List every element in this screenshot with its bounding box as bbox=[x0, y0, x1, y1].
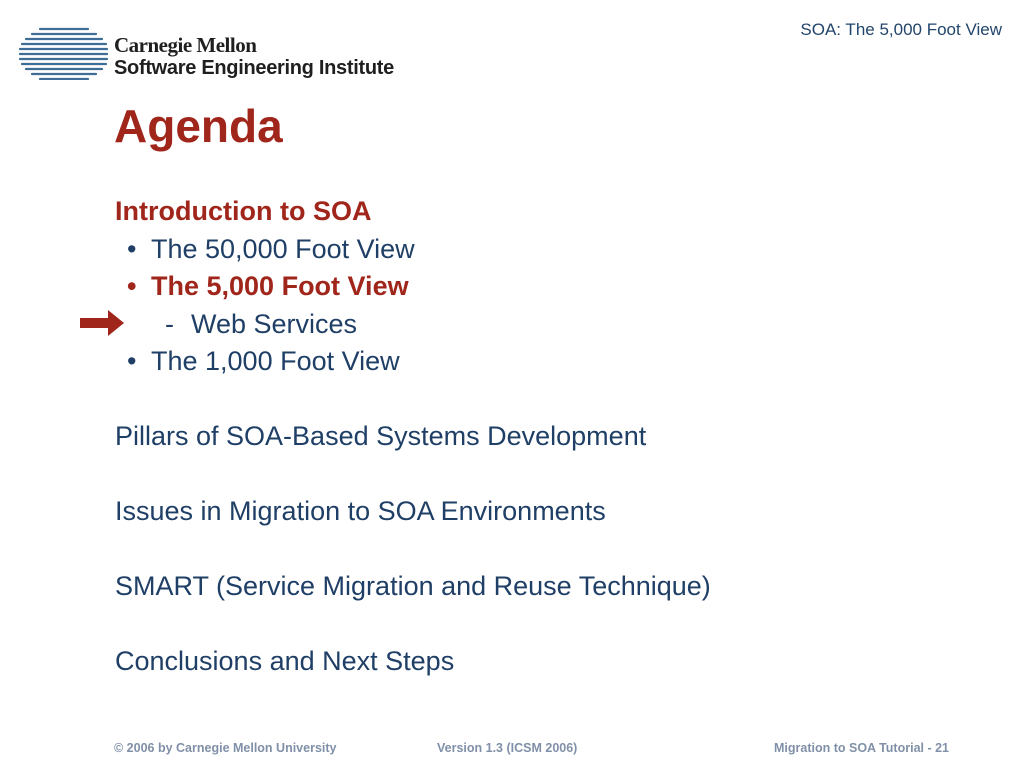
bullet-icon: • bbox=[127, 346, 137, 376]
page-title: Agenda bbox=[114, 100, 283, 152]
agenda-bullet-label: The 50,000 Foot View bbox=[151, 233, 415, 264]
sei-logo bbox=[18, 22, 418, 84]
logo-institute-name: Software Engineering Institute bbox=[114, 57, 394, 79]
agenda-sub-bullet bbox=[115, 306, 995, 344]
footer-version: Version 1.3 (ICSM 2006) bbox=[437, 741, 578, 755]
agenda-bullet bbox=[115, 231, 995, 269]
logo-university-name: Carnegie Mellon bbox=[114, 33, 257, 57]
dash-icon: - bbox=[165, 308, 174, 339]
spacer bbox=[115, 456, 995, 494]
sei-logo-icon bbox=[18, 26, 108, 80]
bullet-icon: • bbox=[127, 233, 137, 264]
slide-header-title: SOA: The 5,000 Foot View bbox=[800, 20, 1002, 39]
agenda-item: Issues in Migration to SOA Environments bbox=[115, 496, 606, 526]
spacer bbox=[115, 531, 995, 569]
agenda-bullet-label: The 1,000 Foot View bbox=[151, 346, 400, 376]
agenda-sub-bullet-label: Web Services bbox=[191, 308, 358, 339]
footer-copyright: © 2006 by Carnegie Mellon University bbox=[114, 741, 337, 755]
footer-page-number: Migration to SOA Tutorial - 21 bbox=[774, 741, 949, 755]
spacer bbox=[115, 381, 995, 419]
agenda-bullet-label: The 5,000 Foot View bbox=[151, 271, 409, 301]
logo-text bbox=[114, 34, 394, 80]
agenda-item: SMART (Service Migration and Reuse Technique) bbox=[115, 571, 711, 601]
agenda-item: Conclusions and Next Steps bbox=[115, 646, 455, 676]
agenda-bullet-current bbox=[115, 268, 995, 306]
agenda-bullet bbox=[115, 343, 995, 381]
agenda-section-heading: Introduction to SOA bbox=[115, 196, 372, 226]
agenda-item: Pillars of SOA-Based Systems Development bbox=[115, 421, 647, 451]
agenda-list bbox=[115, 193, 995, 681]
bullet-icon: • bbox=[127, 271, 137, 301]
spacer bbox=[115, 606, 995, 644]
